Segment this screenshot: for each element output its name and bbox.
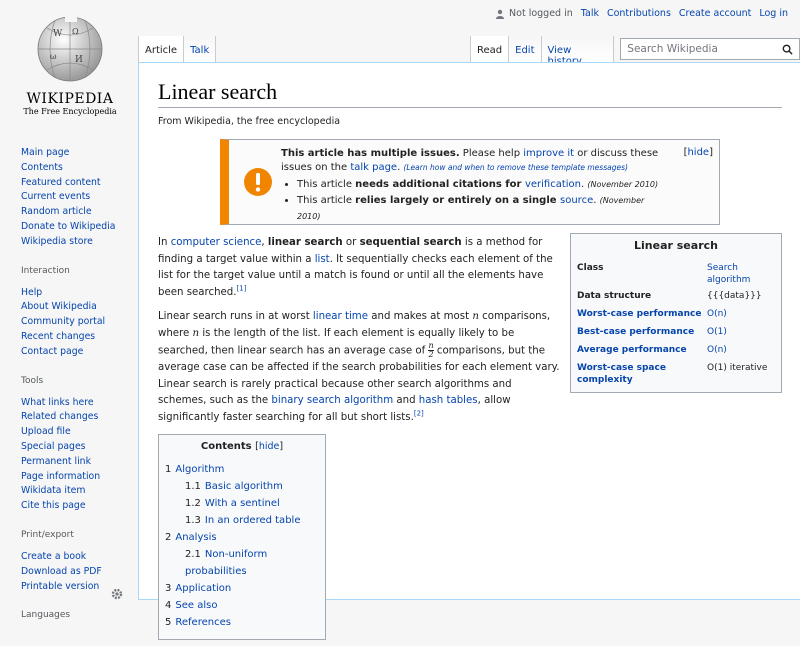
- warning-icon: [243, 167, 273, 197]
- infobox: [570, 233, 782, 393]
- login-link[interactable]: Log in: [759, 8, 788, 19]
- content: [138, 62, 800, 628]
- tab-edit-label[interactable]: Edit: [515, 45, 535, 56]
- infobox-title: Linear search: [634, 239, 718, 252]
- tab-view-history[interactable]: [542, 36, 615, 62]
- p1-text: is a method for finding a target value within a: [158, 237, 543, 265]
- ambox-text-3: .: [397, 162, 404, 173]
- toc-item[interactable]: [165, 529, 319, 546]
- toc-item[interactable]: [165, 597, 319, 614]
- p2-text: comparisons, but the average case can be affected if the search probabilities for each element vary. Linear search is rarely practical because other search algorithms and schemes, such as the: [158, 345, 560, 406]
- infobox-value-link[interactable]: O(n): [707, 345, 727, 355]
- sidebar-item-current-events[interactable]: Current events: [21, 191, 91, 203]
- toc-label[interactable]: Non-uniform probabilities: [185, 549, 268, 577]
- sidebar-item-contents[interactable]: Contents: [21, 161, 63, 173]
- issue-2-pre: This article: [297, 195, 356, 206]
- ambox-bold: This article has multiple issues.: [281, 148, 460, 159]
- infobox-row: [575, 306, 777, 324]
- tab-read[interactable]: [470, 36, 509, 62]
- sidebar-item-cite[interactable]: Cite this page: [21, 500, 86, 512]
- verification-link[interactable]: verification: [524, 179, 581, 190]
- multiple-issues-box: [220, 139, 720, 225]
- search-input[interactable]: [620, 38, 800, 60]
- sidebar-item-upload-file[interactable]: Upload file: [21, 426, 71, 438]
- toc-label[interactable]: With a sentinel: [204, 498, 280, 509]
- toc-number: 2.1: [185, 549, 201, 560]
- list-link[interactable]: list: [314, 253, 330, 265]
- ambox-text-1: Please help: [459, 148, 524, 159]
- p1-text: ,: [261, 237, 268, 248]
- tab-view-history-label[interactable]: View: [547, 45, 572, 56]
- toc-item[interactable]: [165, 461, 319, 478]
- term-linear-search: linear search: [267, 237, 343, 248]
- computer-science-link[interactable]: computer science: [170, 237, 262, 248]
- p1-text: . It sequentially checks each element of the list for the target value until a match is found or until all the elements have been searched.: [158, 253, 553, 298]
- toc-label[interactable]: Basic algorithm: [204, 481, 283, 492]
- ambox-hide: [hide]: [683, 147, 713, 158]
- tab-talk[interactable]: [184, 36, 216, 62]
- puzzle-globe-icon: [35, 12, 105, 84]
- not-logged-in: [495, 8, 573, 19]
- create-account-link[interactable]: Create account: [678, 8, 752, 19]
- logo-wordmark: WIKIPEDIA: [26, 91, 114, 107]
- issue-1-post: .: [581, 179, 588, 190]
- sidebar-print-export: [0, 530, 138, 594]
- issue-2-post: .: [593, 195, 600, 206]
- binary-search-link[interactable]: binary search algorithm: [271, 395, 394, 406]
- gear-icon[interactable]: [111, 588, 123, 600]
- tab-talk-label[interactable]: Talk: [190, 45, 210, 56]
- infobox-value: O(1) iterative: [707, 363, 768, 373]
- personal-tools: [495, 8, 788, 19]
- source-link[interactable]: source: [560, 195, 594, 206]
- personal-contributions-link[interactable]: Contributions: [606, 8, 671, 19]
- sidebar-item-download-pdf[interactable]: Download as PDF: [21, 565, 102, 577]
- page-title: Linear search: [158, 79, 782, 108]
- learn-how-link[interactable]: (Learn how and when to remove these template messages): [403, 163, 628, 172]
- svg-text:ω: ω: [50, 52, 57, 61]
- sidebar-item-permanent-link[interactable]: Permanent link: [21, 455, 91, 467]
- toc-item[interactable]: [165, 495, 319, 512]
- p2-text: and: [393, 395, 419, 406]
- sidebar-item-create-book[interactable]: Create a book: [21, 550, 87, 562]
- infobox-row: [575, 324, 777, 342]
- toc-label[interactable]: In an ordered table: [204, 515, 301, 526]
- sidebar-item-store[interactable]: Wikipedia store: [21, 235, 93, 247]
- sidebar-item-donate[interactable]: Donate to Wikipedia: [21, 220, 116, 232]
- sidebar-navigation: [0, 146, 138, 250]
- p2-text: , allow significantly faster searching for all but short lists.: [158, 395, 511, 423]
- personal-talk-link[interactable]: Talk: [580, 8, 599, 19]
- site-subtitle: From Wikipedia, the free encyclopedia: [158, 116, 341, 127]
- paragraph-intro: [158, 235, 560, 301]
- fraction-numerator: n: [428, 341, 434, 350]
- toc-number: 2: [165, 532, 172, 543]
- toc-item[interactable]: [165, 614, 319, 631]
- sidebar-heading-tools: Tools: [21, 375, 44, 386]
- math-n: n: [472, 311, 479, 322]
- sidebar-item-related-changes[interactable]: Related changes: [21, 411, 99, 423]
- fraction-denominator: 2: [428, 350, 434, 359]
- p2-text: is the length of the list. If each element is equally likely to be searched, then linear search has an average case of: [158, 327, 515, 357]
- infobox-value-link[interactable]: O(1): [707, 327, 727, 337]
- infobox-label-link[interactable]: Best-case performance: [577, 327, 695, 337]
- svg-text:W: W: [53, 29, 63, 39]
- toc-number: 1.2: [185, 498, 201, 509]
- infobox-label: Data structure: [577, 291, 652, 301]
- p2-text: and makes at most: [368, 311, 473, 322]
- sidebar-tools: [0, 376, 138, 514]
- issue-1-bold: needs additional citations for: [355, 179, 525, 190]
- svg-text:Ω: Ω: [72, 27, 79, 36]
- infobox-value-link[interactable]: Search algorithm: [707, 263, 751, 285]
- ambox-issue-single-source: [297, 193, 665, 225]
- toc-title: Contents: [200, 441, 252, 452]
- not-logged-in-label: Not logged in: [509, 8, 573, 19]
- sidebar: [0, 140, 138, 646]
- p2-text: Linear search runs in at worst: [158, 311, 313, 322]
- toc-toggle: [hide]: [255, 441, 284, 452]
- ambox-text-2: or discuss these issues on the: [281, 148, 659, 173]
- issue-2-date: (November 2010): [297, 196, 645, 221]
- svg-text:И: И: [75, 55, 83, 65]
- tab-read-label[interactable]: Read: [477, 45, 503, 56]
- toc-label[interactable]: Analysis: [175, 532, 217, 543]
- ambox-issue-citations: [297, 177, 665, 193]
- sidebar-heading-interaction: Interaction: [21, 265, 70, 276]
- talk-page-link[interactable]: talk page: [350, 162, 398, 173]
- term-sequential-search: sequential search: [359, 237, 462, 248]
- search-placeholder: Search Wikipedia: [627, 43, 718, 55]
- infobox-label: Class: [577, 263, 604, 273]
- tab-article[interactable]: [138, 36, 184, 62]
- sidebar-item-printable[interactable]: Printable version: [21, 580, 100, 592]
- sidebar-item-wikidata-item[interactable]: Wikidata item: [21, 485, 86, 497]
- sidebar-heading-print: Print/export: [21, 529, 74, 540]
- infobox-table: [575, 260, 777, 388]
- toc-number: 1.3: [185, 515, 201, 526]
- table-of-contents: [158, 434, 326, 640]
- sidebar-languages: [0, 610, 138, 630]
- ambox-icon-wrap: [235, 145, 281, 218]
- infobox-value-link[interactable]: O(n): [707, 309, 727, 319]
- toc-number: 1.1: [185, 481, 201, 492]
- infobox-row: [575, 260, 777, 288]
- toc-number: 3: [165, 583, 172, 594]
- toc-label[interactable]: Algorithm: [175, 464, 225, 475]
- toc-hide-link[interactable]: hide: [258, 441, 280, 452]
- sidebar-item-contact[interactable]: Contact page: [21, 345, 84, 357]
- infobox-label-link[interactable]: Worst-case performance: [577, 309, 702, 319]
- toc-label[interactable]: See also: [175, 600, 218, 611]
- logo-tagline: The Free Encyclopedia: [23, 107, 117, 116]
- infobox-label-link[interactable]: Average performance: [577, 345, 687, 355]
- issue-1-pre: This article: [297, 179, 356, 190]
- p1-text: or: [342, 237, 360, 248]
- sidebar-item-what-links-here[interactable]: What links here: [21, 396, 94, 408]
- sidebar-item-community-portal[interactable]: Community portal: [21, 316, 106, 328]
- sidebar-item-about[interactable]: About Wikipedia: [21, 301, 97, 313]
- hash-tables-link[interactable]: hash tables: [418, 395, 478, 406]
- view-tabs: [470, 36, 800, 62]
- toc-number: 4: [165, 600, 172, 611]
- infobox-row: [575, 342, 777, 360]
- tab-edit[interactable]: [509, 36, 541, 62]
- sidebar-item-main-page[interactable]: Main page: [21, 147, 70, 158]
- infobox-label-link[interactable]: Worst-case space complexity: [577, 363, 666, 385]
- sidebar-item-featured-content[interactable]: Featured content: [21, 176, 101, 188]
- toc-label[interactable]: Application: [175, 583, 232, 594]
- sidebar-item-recent-changes[interactable]: Recent changes: [21, 330, 96, 342]
- improve-it-link[interactable]: improve it: [523, 148, 575, 159]
- wikipedia-logo[interactable]: [18, 12, 122, 116]
- issue-2-bold: relies largely or entirely on a single: [355, 195, 561, 206]
- p2-text: comparisons, where: [158, 311, 551, 339]
- sidebar-item-page-information[interactable]: Page information: [21, 470, 101, 482]
- toc-item[interactable]: [165, 546, 319, 580]
- sidebar-heading-languages: Languages: [21, 610, 71, 621]
- sidebar-interaction: [0, 266, 138, 360]
- toc-label[interactable]: References: [175, 617, 231, 628]
- ambox-hide-link[interactable]: hide: [687, 147, 710, 158]
- toc-number: 1: [165, 464, 172, 475]
- infobox-row: [575, 360, 777, 388]
- sidebar-item-random-article[interactable]: Random article: [21, 206, 92, 218]
- infobox-value: {{{data}}}: [707, 291, 762, 301]
- search-icon[interactable]: [782, 44, 793, 55]
- math-n: n: [192, 327, 200, 339]
- issue-1-date: (November 2010): [587, 180, 659, 189]
- linear-time-link[interactable]: linear time: [312, 311, 368, 322]
- paragraph-complexity: [158, 309, 560, 426]
- tab-article-label[interactable]: Article: [145, 45, 178, 56]
- reference-1[interactable]: [1]: [236, 284, 247, 293]
- p1-text: In: [158, 237, 171, 248]
- namespace-tabs: [138, 36, 216, 62]
- infobox-row: [575, 288, 777, 306]
- sidebar-item-special-pages[interactable]: Special pages: [21, 440, 86, 452]
- toc-number: 5: [165, 617, 172, 628]
- toc-item[interactable]: [165, 478, 319, 495]
- sidebar-item-help[interactable]: Help: [21, 286, 43, 298]
- toc-title-row: [165, 441, 319, 452]
- toc-item[interactable]: [165, 512, 319, 529]
- user-icon: [495, 9, 505, 19]
- reference-2[interactable]: [2]: [413, 409, 424, 418]
- ambox-body: [281, 145, 665, 221]
- toc-item[interactable]: [165, 580, 319, 597]
